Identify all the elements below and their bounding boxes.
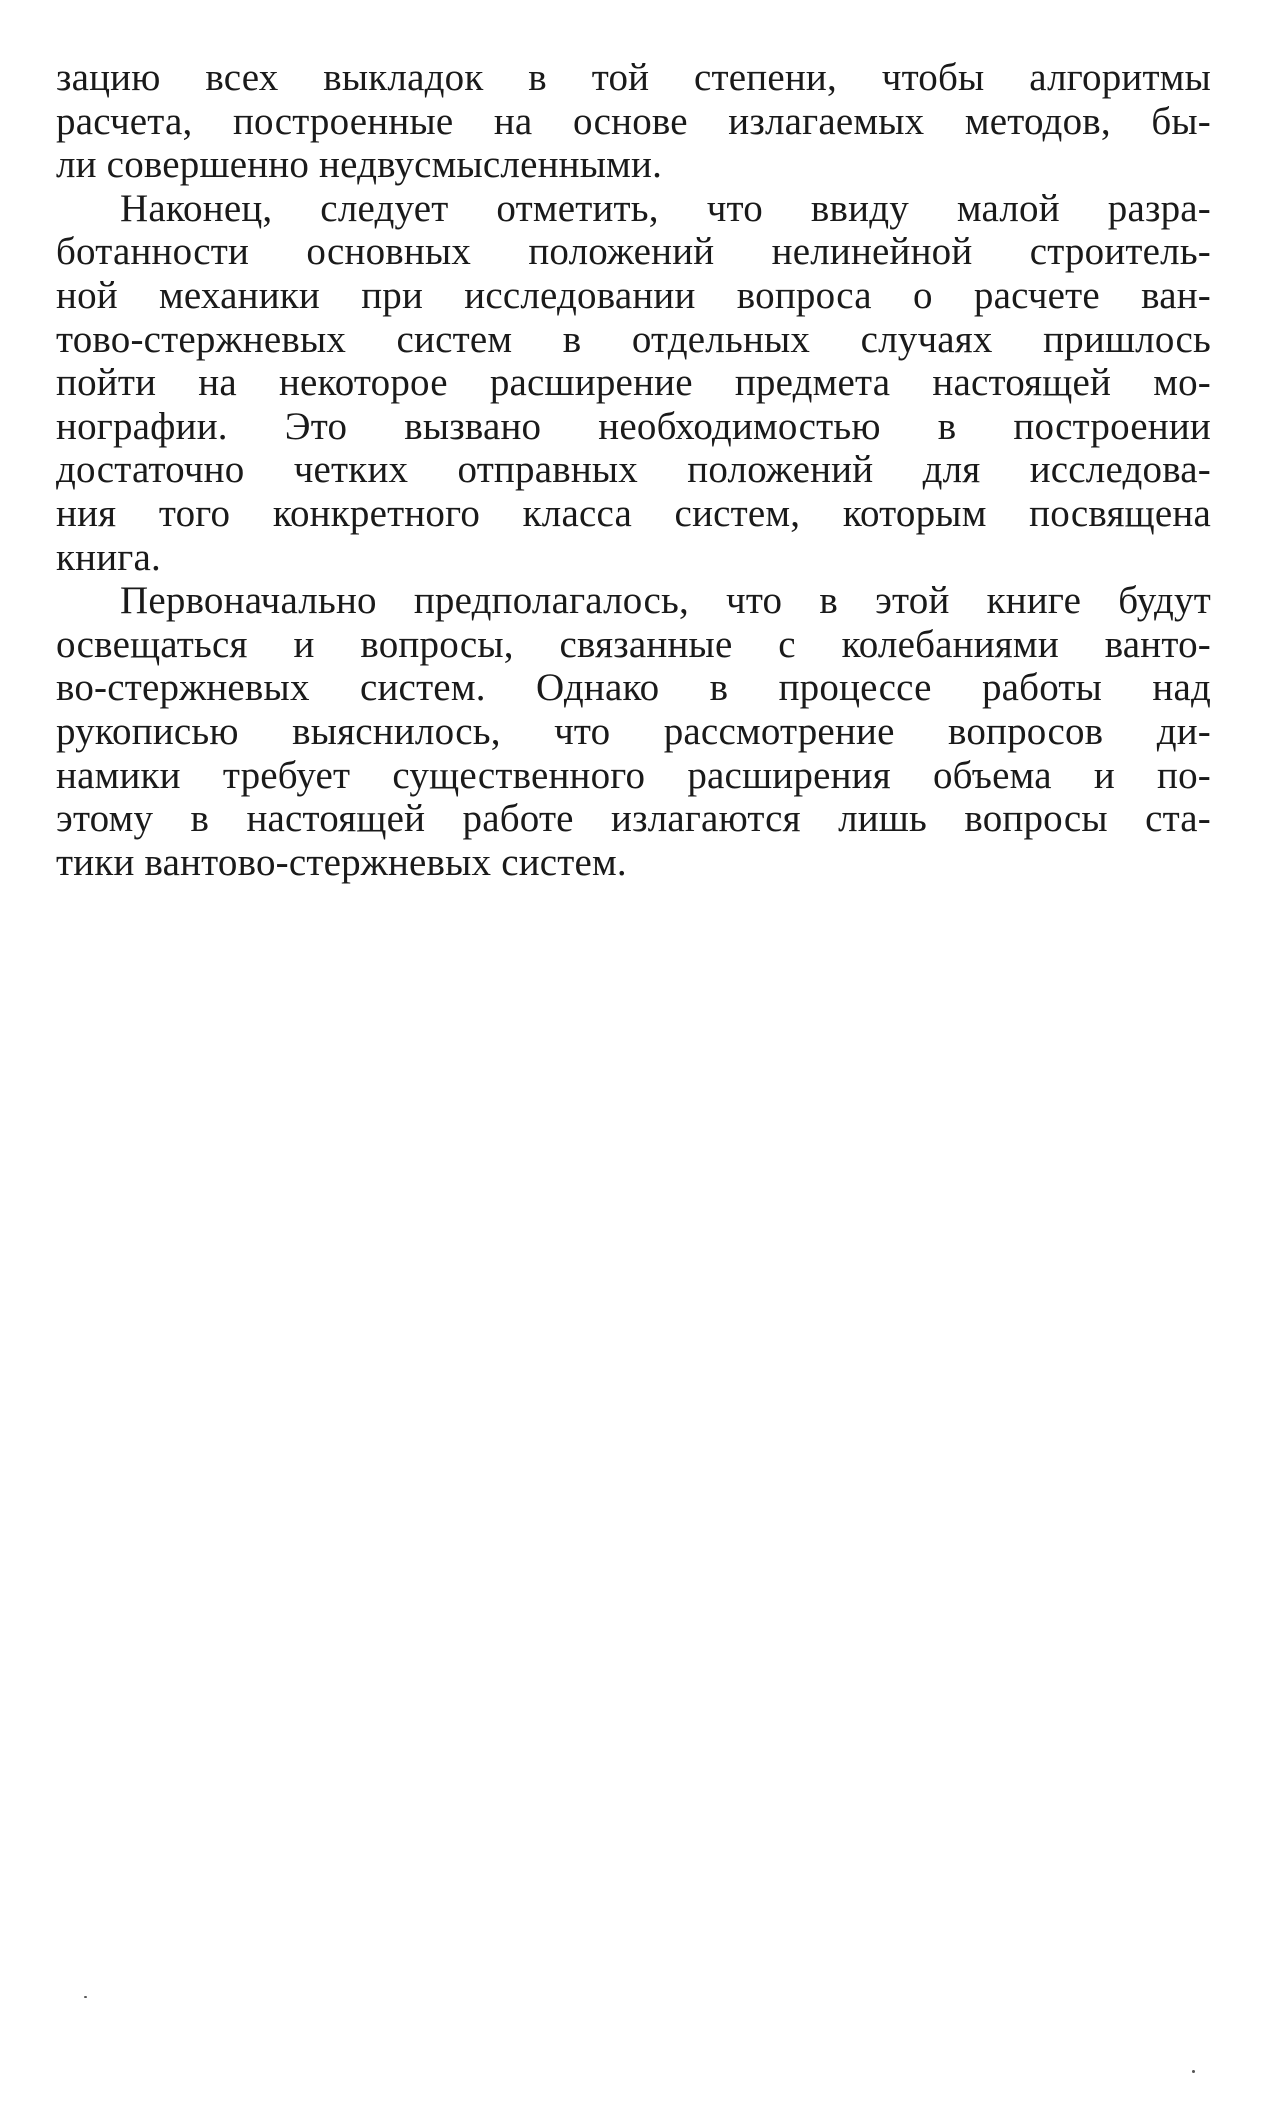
text-line: ной механики при исследовании вопроса о расчете ван- xyxy=(56,273,1211,317)
text-line: зацию всех выкладок в той степени, чтобы алгоритмы xyxy=(56,56,1211,99)
text-line: нографии. Это вызвано необходимостью в построении xyxy=(56,404,1211,448)
text-line: во-стержневых систем. Однако в процессе работы над xyxy=(56,666,1211,710)
text-line: расчета, построенные на основе излагаемых методов, бы- xyxy=(56,99,1211,143)
paragraph-2 xyxy=(56,187,1211,579)
text-line: рукописью выяснилось, что рассмотрение вопросов ди- xyxy=(56,709,1211,753)
text-line: тово-стержневых систем в отдельных случаях пришлось xyxy=(56,317,1211,361)
text-line: ли совершенно недвусмысленными. xyxy=(56,143,663,187)
scan-speck xyxy=(1192,2070,1195,2073)
text-line: ботанности основных положений нелинейной строитель- xyxy=(56,230,1211,274)
paragraph-3 xyxy=(56,579,1211,884)
text-line: Первоначально предполагалось, что в этой книге будут xyxy=(120,579,1211,623)
text-line: достаточно четких отправных положений для исследова- xyxy=(56,448,1211,492)
text-line: книга. xyxy=(56,535,161,579)
body-text xyxy=(56,56,1211,884)
scan-speck xyxy=(84,1996,87,1998)
text-line: Наконец, следует отметить, что ввиду малой разра- xyxy=(120,186,1211,230)
text-line: ния того конкретного класса систем, которым посвящена xyxy=(56,491,1211,535)
text-line: тики вантово-стержневых систем. xyxy=(56,840,627,884)
text-line: намики требует существенного расширения объема и по- xyxy=(56,753,1211,797)
text-line: этому в настоящей работе излагаются лишь вопросы ста- xyxy=(56,797,1211,841)
paragraph-1 xyxy=(56,56,1211,187)
text-line: освещаться и вопросы, связанные с колебаниями ванто- xyxy=(56,622,1211,666)
text-line: пойти на некоторое расширение предмета настоящей мо- xyxy=(56,361,1211,405)
